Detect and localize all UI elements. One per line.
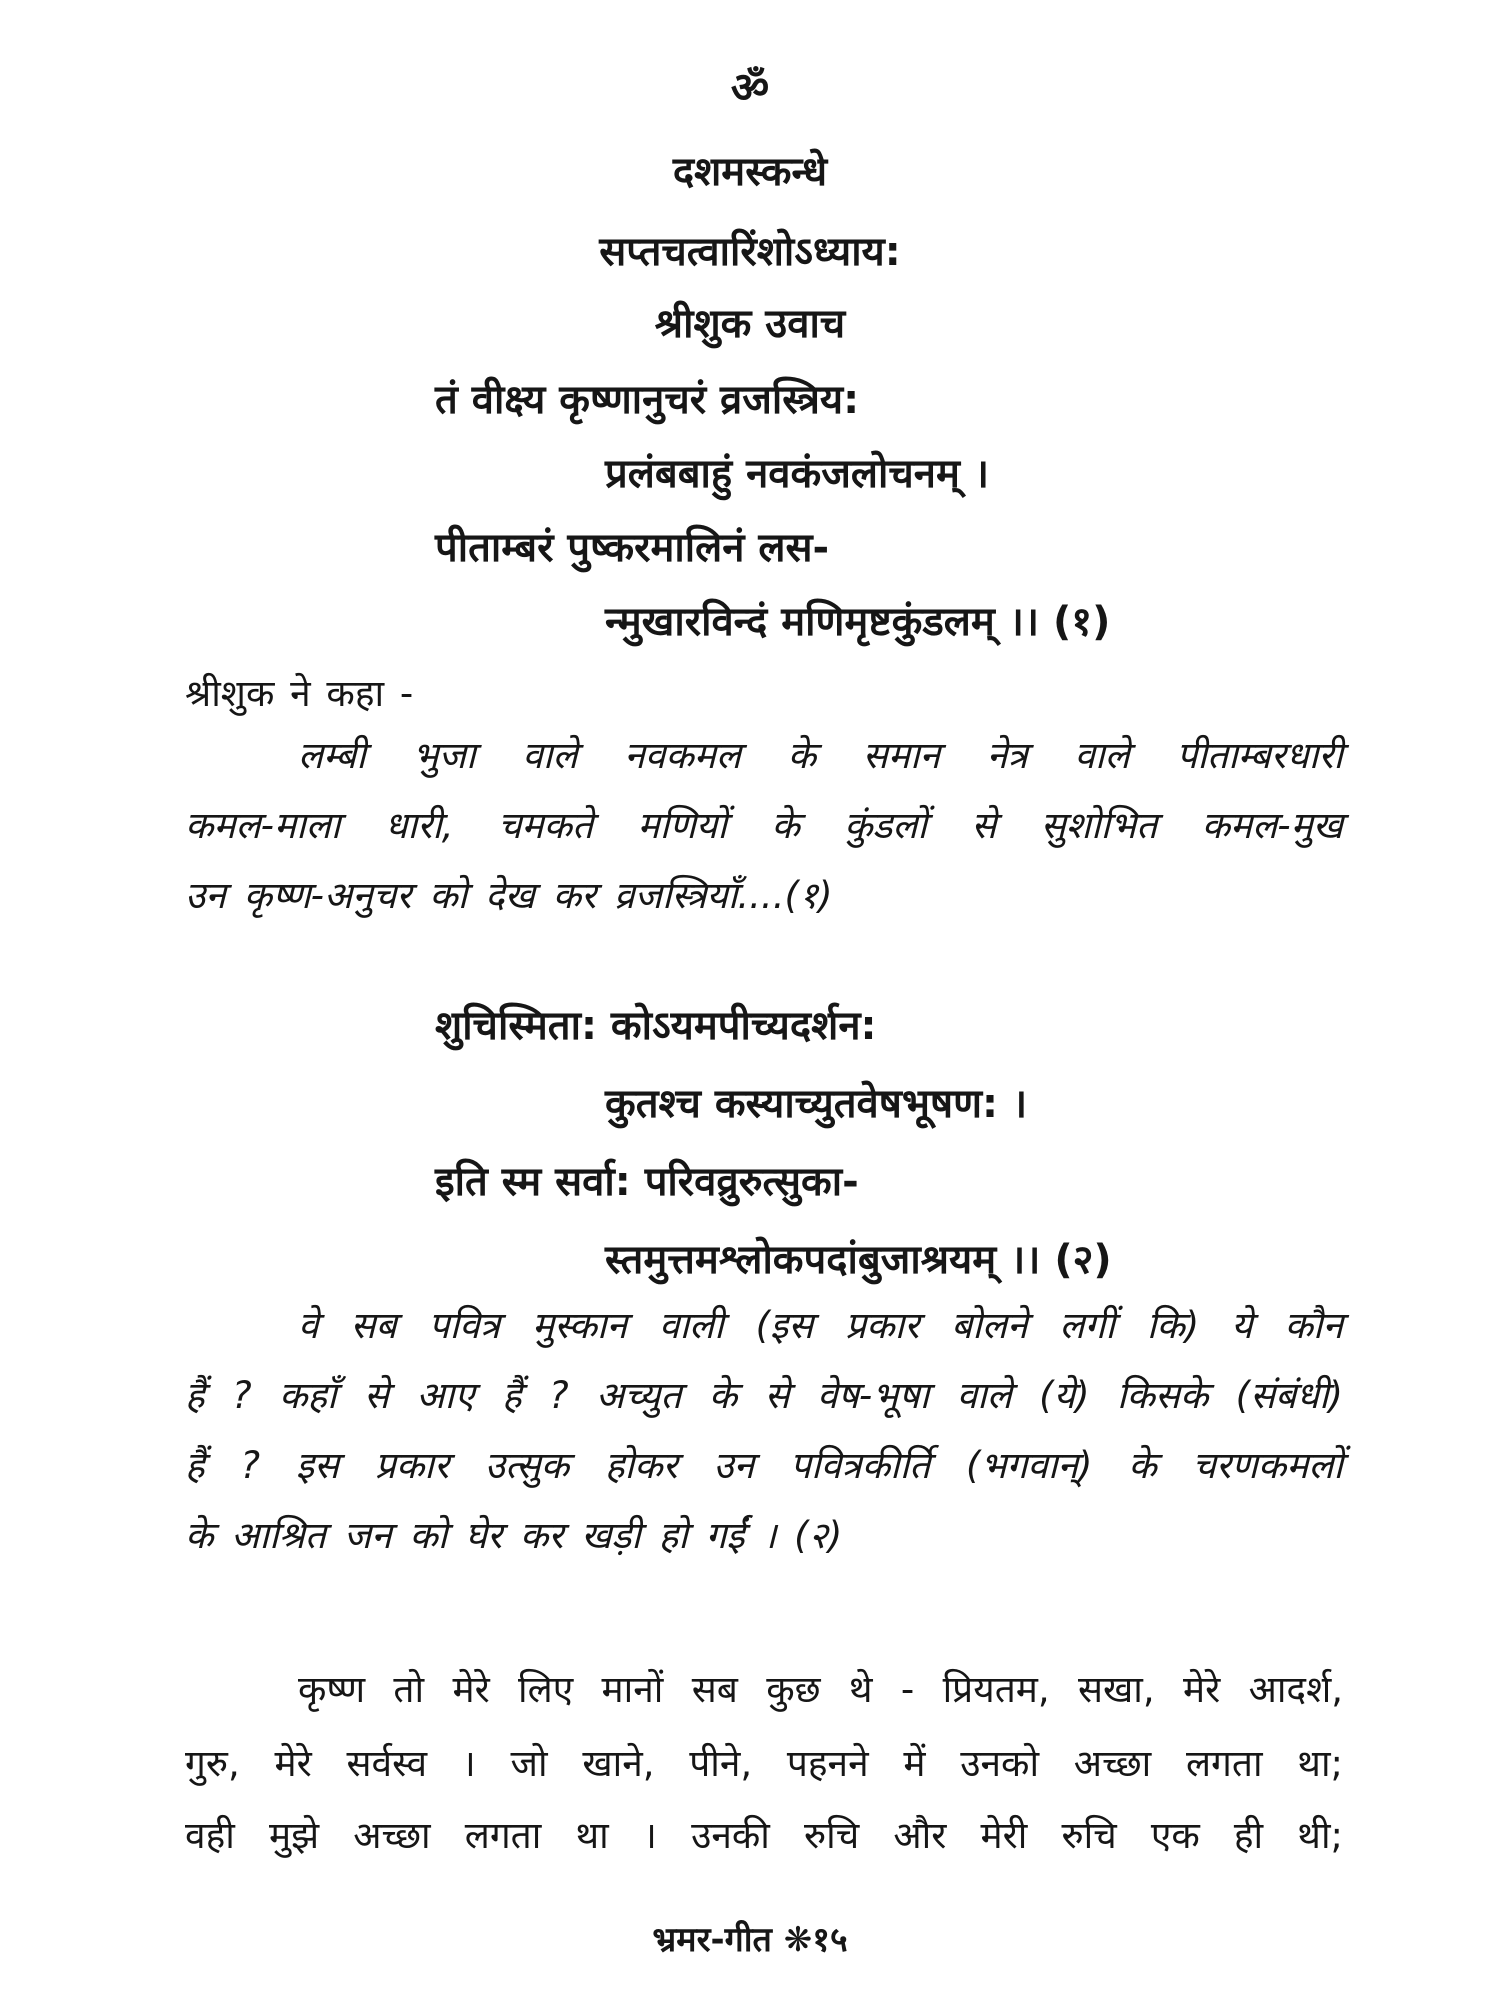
book-title: भ्रमर-गीत (652, 1920, 772, 1960)
translation1-line: कमल-माला धारी, चमकते मणियों के कुंडलों से सुशोभित कमल-मुख (185, 804, 1343, 847)
verse1-line: पीताम्बरं पुष्करमालिनं लस- (435, 525, 830, 571)
commentary-line: गुरु, मेरे सर्वस्व । जो खाने, पीने, पहनने में उनको अच्छा लगता था; (185, 1742, 1343, 1785)
verse2-line: शुचिस्मिता: कोऽयमपीच्यदर्शन: (435, 1003, 877, 1049)
om-symbol: ॐ (730, 63, 770, 112)
verse2-line: इति स्म सर्वा: परिवव्रुरुत्सुका- (435, 1159, 859, 1205)
section-title: दशमस्कन्धे (672, 149, 828, 195)
page-footer (0, 1914, 1500, 1966)
page-number: १५ (812, 1920, 848, 1960)
translation2-line: के आश्रित जन को घेर कर खड़ी हो गईं । (२) (185, 1514, 843, 1557)
speaker-heading: श्रीशुक उवाच (654, 301, 846, 347)
translation1-line: उन कृष्ण-अनुचर को देख कर व्रजस्त्रियाँ....(१) (185, 874, 833, 917)
translation1-line: लम्बी भुजा वाले नवकमल के समान नेत्र वाले पीताम्बरधारी (298, 734, 1343, 777)
translation2-line: वे सब पवित्र मुस्कान वाली (इस प्रकार बोलने लगीं कि) ये कौन (298, 1304, 1343, 1347)
translation2-line: हैं ? इस प्रकार उत्सुक होकर उन पवित्रकीर्ति (भगवान्) के चरणकमलों (185, 1444, 1343, 1487)
translation1-intro: श्रीशुक ने कहा - (185, 672, 414, 715)
commentary-line: कृष्ण तो मेरे लिए मानों सब कुछ थे - प्रियतम, सखा, मेरे आदर्श, (298, 1668, 1343, 1711)
translation2-line: हैं ? कहाँ से आए हैं ? अच्युत के से वेष-भूषा वाले (ये) किसके (संबंधी) (185, 1374, 1343, 1417)
asterisk-icon: ❋ (783, 1920, 813, 1960)
verse2-line: कुतश्च कस्याच्युतवेषभूषण: । (605, 1081, 1028, 1127)
verse2-line: स्तमुत्तमश्लोकपदांबुजाश्रयम् ।। (२) (605, 1237, 1112, 1283)
chapter-title: सप्तचत्वारिंशोऽध्याय: (599, 229, 901, 275)
verse1-line: तं वीक्ष्य कृष्णानुचरं व्रजस्त्रिय: (435, 377, 860, 423)
verse1-line: न्मुखारविन्दं मणिमृष्टकुंडलम् ।। (१) (605, 599, 1111, 645)
verse1-line: प्रलंबबाहुं नवकंजलोचनम् । (605, 451, 990, 497)
commentary-line: वही मुझे अच्छा लगता था । उनकी रुचि और मेरी रुचि एक ही थी; (185, 1814, 1343, 1857)
